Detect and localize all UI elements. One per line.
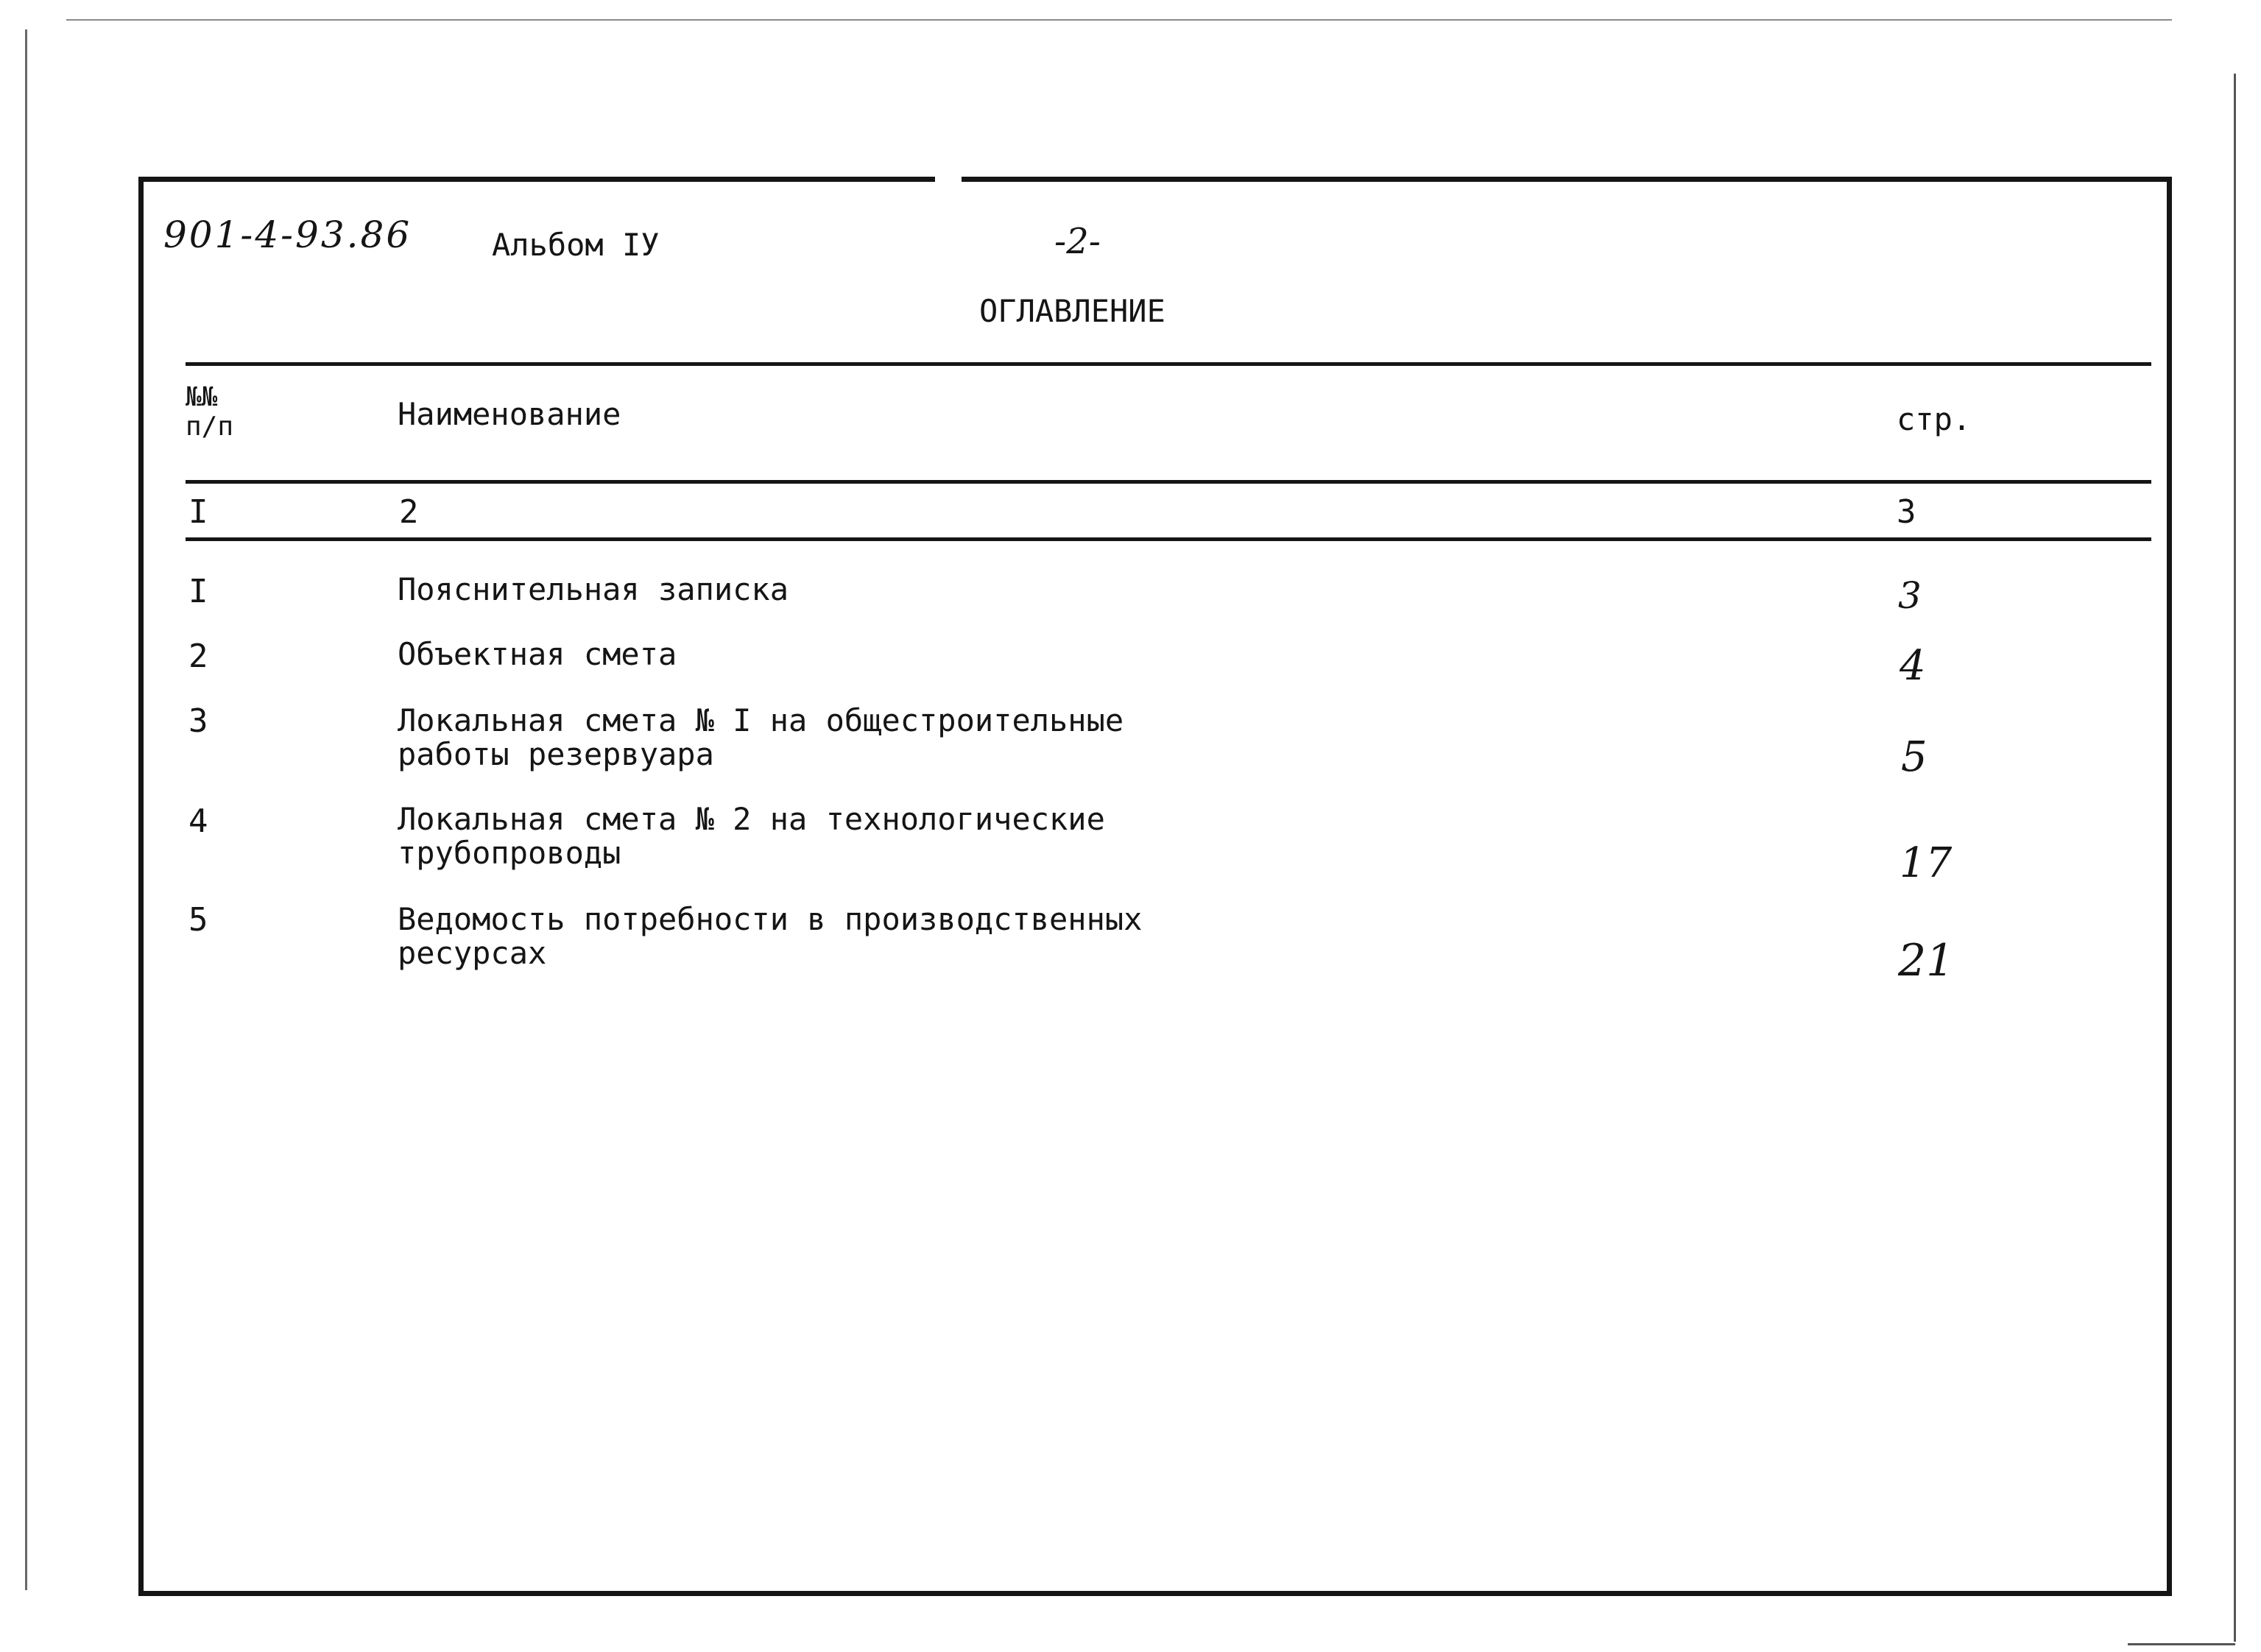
row-3-name: Локальная смета № I на общестроительные работы резервуара (398, 702, 1124, 772)
column-number-1: I (188, 493, 208, 531)
row-1-page: 3 (1898, 574, 1922, 617)
row-5-page: 21 (1898, 935, 1955, 986)
row-1-name: Пояснительная записка (398, 571, 789, 607)
scan-edge-right (2234, 74, 2236, 1642)
row-5-name: Ведомость потребности в производственных ресурсах (398, 901, 1143, 971)
column-number-3: 3 (1897, 493, 1916, 531)
row-3-page: 5 (1901, 733, 1927, 781)
table-top-rule (186, 362, 2151, 366)
row-4-page: 17 (1900, 839, 1953, 887)
page-marker: -2- (1054, 221, 1101, 262)
row-4-name: Локальная смета № 2 на технологические трубопроводы (398, 801, 1105, 871)
album-label: Альбом IУ (492, 227, 660, 263)
page-title: ОГЛАВЛЕНИЕ (979, 293, 1165, 329)
scan-edge-left (25, 29, 27, 1590)
header-bottom-rule (186, 480, 2151, 484)
colnum-bottom-rule (186, 537, 2151, 541)
row-2-name: Объектная смета (398, 636, 677, 672)
column-number-2: 2 (399, 493, 419, 531)
row-2-number: 2 (188, 638, 208, 675)
column-header-page: стр. (1897, 401, 1972, 437)
doc-code: 901-4-93.86 (163, 213, 412, 256)
row-1-number: I (188, 573, 208, 610)
document-frame (138, 177, 2172, 1596)
row-5-number: 5 (188, 901, 208, 939)
column-header-number: №№ п/п (186, 382, 234, 442)
row-4-number: 4 (188, 802, 208, 840)
frame-gap (935, 174, 962, 184)
column-header-name: Наименование (398, 396, 621, 432)
row-3-number: 3 (188, 702, 208, 740)
scan-edge-top (66, 19, 2172, 21)
row-2-page: 4 (1900, 642, 1926, 690)
scan-edge-bottom (2128, 1643, 2235, 1645)
